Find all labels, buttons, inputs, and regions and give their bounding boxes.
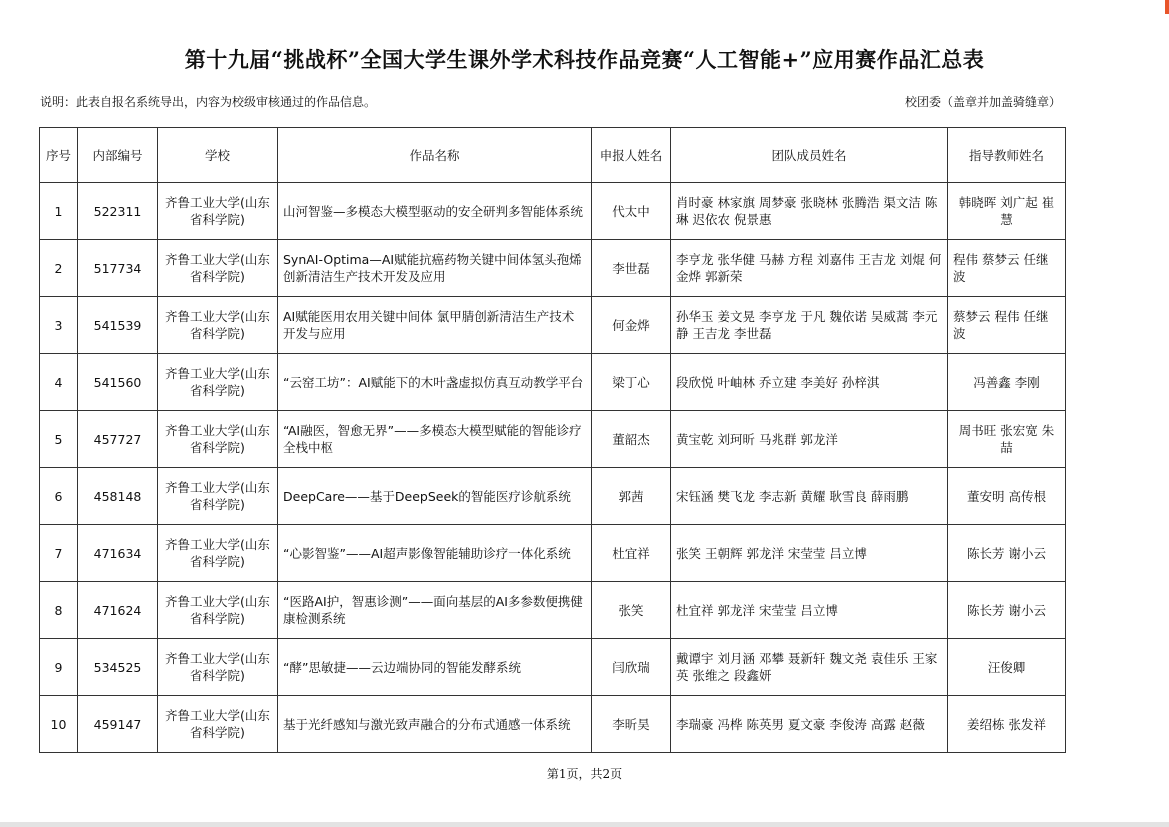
cell-team: 黄宝乾 刘珂昕 马兆群 郭龙洋 bbox=[671, 411, 948, 468]
table-header-row bbox=[40, 128, 1066, 183]
cell-advisor: 冯善鑫 李刚 bbox=[948, 354, 1066, 411]
cell-team: 宋钰涵 樊飞龙 李志新 黄耀 耿雪良 薛雨鹏 bbox=[671, 468, 948, 525]
table-row bbox=[40, 696, 1066, 753]
cell-advisor: 董安明 高传根 bbox=[948, 468, 1066, 525]
cell-team: 段欣悦 叶岫林 乔立建 李美好 孙梓淇 bbox=[671, 354, 948, 411]
cell-code: 522311 bbox=[78, 183, 158, 240]
cell-no: 9 bbox=[40, 639, 78, 696]
cell-no: 10 bbox=[40, 696, 78, 753]
cell-work: “心影智鉴”——AI超声影像智能辅助诊疗一体化系统 bbox=[278, 525, 592, 582]
cell-school: 齐鲁工业大学(山东省科学院) bbox=[158, 354, 278, 411]
cell-code: 458148 bbox=[78, 468, 158, 525]
cell-code: 534525 bbox=[78, 639, 158, 696]
cell-code: 471624 bbox=[78, 582, 158, 639]
bottom-divider bbox=[0, 822, 1169, 827]
header-no: 序号 bbox=[40, 128, 78, 183]
cell-school: 齐鲁工业大学(山东省科学院) bbox=[158, 183, 278, 240]
cell-team: 肖时豪 林家旗 周梦豪 张晓林 张腾浩 渠文洁 陈琳 迟依农 倪景惠 bbox=[671, 183, 948, 240]
header-advisor: 指导教师姓名 bbox=[948, 128, 1066, 183]
corner-mark bbox=[1165, 0, 1169, 14]
cell-code: 541539 bbox=[78, 297, 158, 354]
table-row bbox=[40, 468, 1066, 525]
header-code: 内部编号 bbox=[78, 128, 158, 183]
cell-team: 杜宜祥 郭龙洋 宋莹莹 吕立博 bbox=[671, 582, 948, 639]
header-school: 学校 bbox=[158, 128, 278, 183]
works-summary-table bbox=[39, 127, 1066, 753]
table-row bbox=[40, 582, 1066, 639]
stamp-note: 校团委（盖章并加盖骑缝章） bbox=[904, 95, 1061, 109]
header-work: 作品名称 bbox=[278, 128, 592, 183]
cell-school: 齐鲁工业大学(山东省科学院) bbox=[158, 525, 278, 582]
table-row bbox=[40, 183, 1066, 240]
cell-work: “AI融医，智愈无界”——多模态大模型赋能的智能诊疗全栈中枢 bbox=[278, 411, 592, 468]
cell-applicant: 李昕昊 bbox=[592, 696, 671, 753]
cell-work: “酵”思敏捷——云边端协同的智能发酵系统 bbox=[278, 639, 592, 696]
cell-applicant: 李世磊 bbox=[592, 240, 671, 297]
page-title: 第十九届“挑战杯”全国大学生课外学术科技作品竞赛“人工智能+”应用赛作品汇总表 bbox=[184, 47, 985, 72]
cell-advisor: 陈长芳 谢小云 bbox=[948, 582, 1066, 639]
cell-school: 齐鲁工业大学(山东省科学院) bbox=[158, 582, 278, 639]
cell-school: 齐鲁工业大学(山东省科学院) bbox=[158, 240, 278, 297]
cell-no: 2 bbox=[40, 240, 78, 297]
cell-advisor: 蔡梦云 程伟 任继波 bbox=[948, 297, 1066, 354]
cell-work: DeepCare——基于DeepSeek的智能医疗诊航系统 bbox=[278, 468, 592, 525]
table-note: 说明：此表自报名系统导出，内容为校级审核通过的作品信息。 bbox=[40, 95, 377, 109]
cell-applicant: 张笑 bbox=[592, 582, 671, 639]
table-row bbox=[40, 354, 1066, 411]
cell-work: 山河智鉴—多模态大模型驱动的安全研判多智能体系统 bbox=[278, 183, 592, 240]
header-team: 团队成员姓名 bbox=[671, 128, 948, 183]
cell-no: 6 bbox=[40, 468, 78, 525]
cell-school: 齐鲁工业大学(山东省科学院) bbox=[158, 639, 278, 696]
cell-code: 471634 bbox=[78, 525, 158, 582]
cell-no: 4 bbox=[40, 354, 78, 411]
cell-applicant: 梁丁心 bbox=[592, 354, 671, 411]
cell-school: 齐鲁工业大学(山东省科学院) bbox=[158, 411, 278, 468]
cell-applicant: 杜宜祥 bbox=[592, 525, 671, 582]
cell-advisor: 陈长芳 谢小云 bbox=[948, 525, 1066, 582]
cell-work: 基于光纤感知与激光致声融合的分布式通感一体系统 bbox=[278, 696, 592, 753]
cell-school: 齐鲁工业大学(山东省科学院) bbox=[158, 297, 278, 354]
cell-applicant: 郭茜 bbox=[592, 468, 671, 525]
cell-advisor: 姜绍栋 张发祥 bbox=[948, 696, 1066, 753]
table-row bbox=[40, 525, 1066, 582]
cell-applicant: 董韶杰 bbox=[592, 411, 671, 468]
cell-advisor: 韩晓晖 刘广起 崔慧 bbox=[948, 183, 1066, 240]
cell-code: 541560 bbox=[78, 354, 158, 411]
cell-applicant: 何金烨 bbox=[592, 297, 671, 354]
cell-advisor: 程伟 蔡梦云 任继波 bbox=[948, 240, 1066, 297]
cell-applicant: 闫欣瑞 bbox=[592, 639, 671, 696]
cell-team: 李瑞豪 冯桦 陈英男 夏文豪 李俊涛 高露 赵薇 bbox=[671, 696, 948, 753]
table-row bbox=[40, 240, 1066, 297]
cell-team: 张笑 王朝辉 郭龙洋 宋莹莹 吕立博 bbox=[671, 525, 948, 582]
cell-code: 517734 bbox=[78, 240, 158, 297]
cell-no: 8 bbox=[40, 582, 78, 639]
cell-code: 457727 bbox=[78, 411, 158, 468]
cell-school: 齐鲁工业大学(山东省科学院) bbox=[158, 468, 278, 525]
cell-school: 齐鲁工业大学(山东省科学院) bbox=[158, 696, 278, 753]
cell-advisor: 周书旺 张宏宽 朱喆 bbox=[948, 411, 1066, 468]
cell-applicant: 代太中 bbox=[592, 183, 671, 240]
cell-no: 1 bbox=[40, 183, 78, 240]
cell-work: “云窑工坊”：AI赋能下的木叶盏虚拟仿真互动教学平台 bbox=[278, 354, 592, 411]
table-row bbox=[40, 411, 1066, 468]
cell-work: SynAI-Optima—AI赋能抗癌药物关键中间体氢头孢烯创新清洁生产技术开发及应用 bbox=[278, 240, 592, 297]
cell-no: 5 bbox=[40, 411, 78, 468]
cell-code: 459147 bbox=[78, 696, 158, 753]
cell-no: 7 bbox=[40, 525, 78, 582]
cell-team: 李亨龙 张华健 马赫 方程 刘嘉伟 王吉龙 刘焜 何金烨 郭新荣 bbox=[671, 240, 948, 297]
table-row bbox=[40, 639, 1066, 696]
page-footer: 第1页，共2页 bbox=[546, 767, 623, 781]
cell-advisor: 汪俊卿 bbox=[948, 639, 1066, 696]
header-applicant: 申报人姓名 bbox=[592, 128, 671, 183]
cell-work: “医路AI护，智惠诊测”——面向基层的AI多参数便携健康检测系统 bbox=[278, 582, 592, 639]
cell-work: AI赋能医用农用关键中间体 氯甲腈创新清洁生产技术开发与应用 bbox=[278, 297, 592, 354]
cell-no: 3 bbox=[40, 297, 78, 354]
cell-team: 戴谭宇 刘月涵 邓攀 聂新轩 魏文尧 袁佳乐 王家英 张维之 段鑫妍 bbox=[671, 639, 948, 696]
table-row bbox=[40, 297, 1066, 354]
cell-team: 孙华玉 姜文晃 李亨龙 于凡 魏依诺 吴威蒿 李元静 王吉龙 李世磊 bbox=[671, 297, 948, 354]
